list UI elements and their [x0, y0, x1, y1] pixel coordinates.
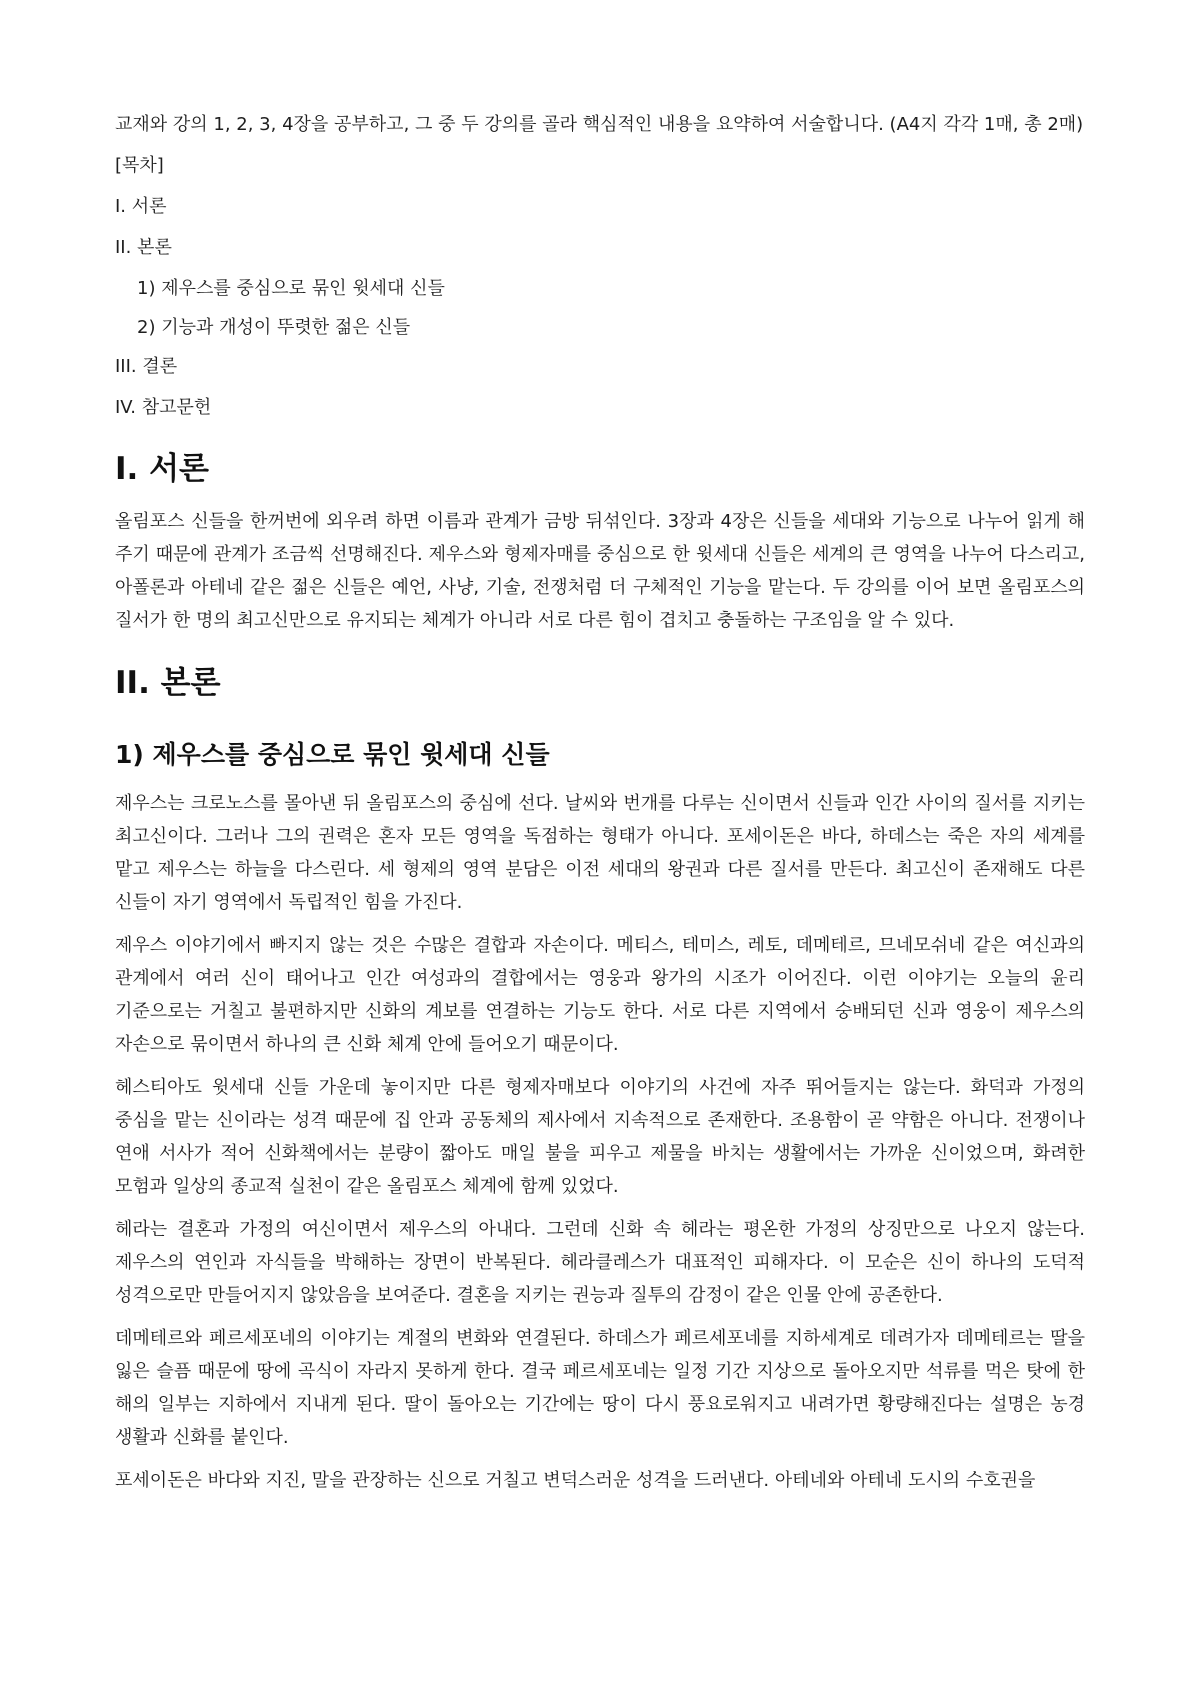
toc-item-body: II. 본론 [115, 237, 172, 258]
toc-heading: [목차] [115, 155, 164, 176]
table-of-contents [115, 151, 1085, 423]
intro-paragraph: 교재와 강의 1, 2, 3, 4장을 공부하고, 그 중 두 강의를 골라 핵심적인 내용을 요약하여 서술합니다. (A4지 각각 1매, 총 2매) [115, 114, 1084, 135]
toc-item-introduction: I. 서론 [115, 196, 167, 217]
introduction-paragraph: 올림포스 신들을 한꺼번에 외우려 하면 이름과 관계가 금방 뒤섞인다. 3장과 4장은 신들을 세대와 기능으로 나누어 읽게 해 주기 때문에 관계가 조금씩 선명해진다. 제우스와 형제자매를 중심으로 한 윗세대 신들은 세계의 큰 영역을 나누어 다스리고, 아폴론과 아테네 같은 젊은 신들은 예언, 사냥, 기술, 전쟁처럼 더 구체적인 기능을 맡는다. 두 강의를 이어 보면 올림포스의 질서가 한 명의 최고신만으로 유지되는 체계가 아니라 서로 다른 힘이 겹치고 충돌하는 구조임을 알 수 있다. [115, 511, 1085, 631]
toc-item-body-sub2: 2) 기능과 개성이 뚜렷한 젊은 신들 [137, 317, 411, 338]
body-paragraph-hera: 헤라는 결혼과 가정의 여신이면서 제우스의 아내다. 그런데 신화 속 헤라는 평온한 가정의 상징만으로 나오지 않는다. 제우스의 연인과 자식들을 박해하는 장면이 반복된다. 헤라클레스가 대표적인 피해자다. 이 모순은 신이 하나의 도덕적 성격으로만 만들어지지 않았음을 보여준다. 결혼을 지키는 권능과 질투의 감정이 같은 인물 안에 공존한다. [115, 1219, 1085, 1306]
body-paragraph-zeus: 제우스는 크로노스를 몰아낸 뒤 올림포스의 중심에 선다. 날씨와 번개를 다루는 신이면서 신들과 인간 사이의 질서를 지키는 최고신이다. 그러나 그의 권력은 혼자 모든 영역을 독점하는 형태가 아니다. 포세이돈은 바다, 하데스는 죽은 자의 세계를 맡고 제우스는 하늘을 다스린다. 세 형제의 영역 분담은 이전 세대의 왕권과 다른 질서를 만든다. 최고신이 존재해도 다른 신들이 자기 영역에서 독립적인 힘을 가진다. [115, 793, 1085, 913]
toc-item-conclusion: III. 결론 [115, 356, 178, 377]
body-paragraph-hestia: 헤스티아도 윗세대 신들 가운데 놓이지만 다른 형제자매보다 이야기의 사건에 자주 뛰어들지는 않는다. 화덕과 가정의 중심을 맡는 신이라는 성격 때문에 집 안과 공동체의 제사에서 지속적으로 존재한다. 조용함이 곧 약함은 아니다. 전쟁이나 연애 서사가 적어 신화책에서는 분량이 짧아도 매일 불을 피우고 제물을 바치는 생활에서는 가까운 신이었으며, 화려한 모험과 일상의 종교적 실천이 같은 올림포스 체계에 함께 있었다. [115, 1077, 1085, 1197]
body-paragraph-zeus-offspring: 제우스 이야기에서 빠지지 않는 것은 수많은 결합과 자손이다. 메티스, 테미스, 레토, 데메테르, 므네모쉬네 같은 여신과의 관계에서 여러 신이 태어나고 인간 여성과의 결합에서는 영웅과 왕가의 시조가 이어진다. 이런 이야기는 오늘의 윤리 기준으로는 거칠고 불편하지만 신화의 계보를 연결하는 기능도 한다. 서로 다른 지역에서 숭배되던 신과 영웅이 제우스의 자손으로 묶이면서 하나의 큰 신화 체계 안에 들어오기 때문이다. [115, 935, 1085, 1055]
toc-item-body-sub1: 1) 제우스를 중심으로 묶인 윗세대 신들 [137, 278, 445, 299]
section-heading-introduction: I. 서론 [115, 451, 209, 487]
toc-item-references: IV. 참고문헌 [115, 397, 212, 418]
section-heading-body: II. 본론 [115, 665, 221, 701]
body-paragraph-poseidon: 포세이돈은 바다와 지진, 말을 관장하는 신으로 거칠고 변덕스러운 성격을 드러낸다. 아테네와 아테네 도시의 수호권을 [115, 1470, 1036, 1491]
subsection-heading-elder-gods: 1) 제우스를 중심으로 묶인 윗세대 신들 [115, 740, 550, 769]
body-paragraph-demeter: 데메테르와 페르세포네의 이야기는 계절의 변화와 연결된다. 하데스가 페르세포네를 지하세계로 데려가자 데메테르는 딸을 잃은 슬픔 때문에 땅에 곡식이 자라지 못하게 한다. 결국 페르세포네는 일정 기간 지상으로 돌아오지만 석류를 먹은 탓에 한 해의 일부는 지하에서 지내게 된다. 딸이 돌아오는 기간에는 땅이 다시 풍요로워지고 내려가면 황량해진다는 설명은 농경 생활과 신화를 붙인다. [115, 1328, 1085, 1448]
